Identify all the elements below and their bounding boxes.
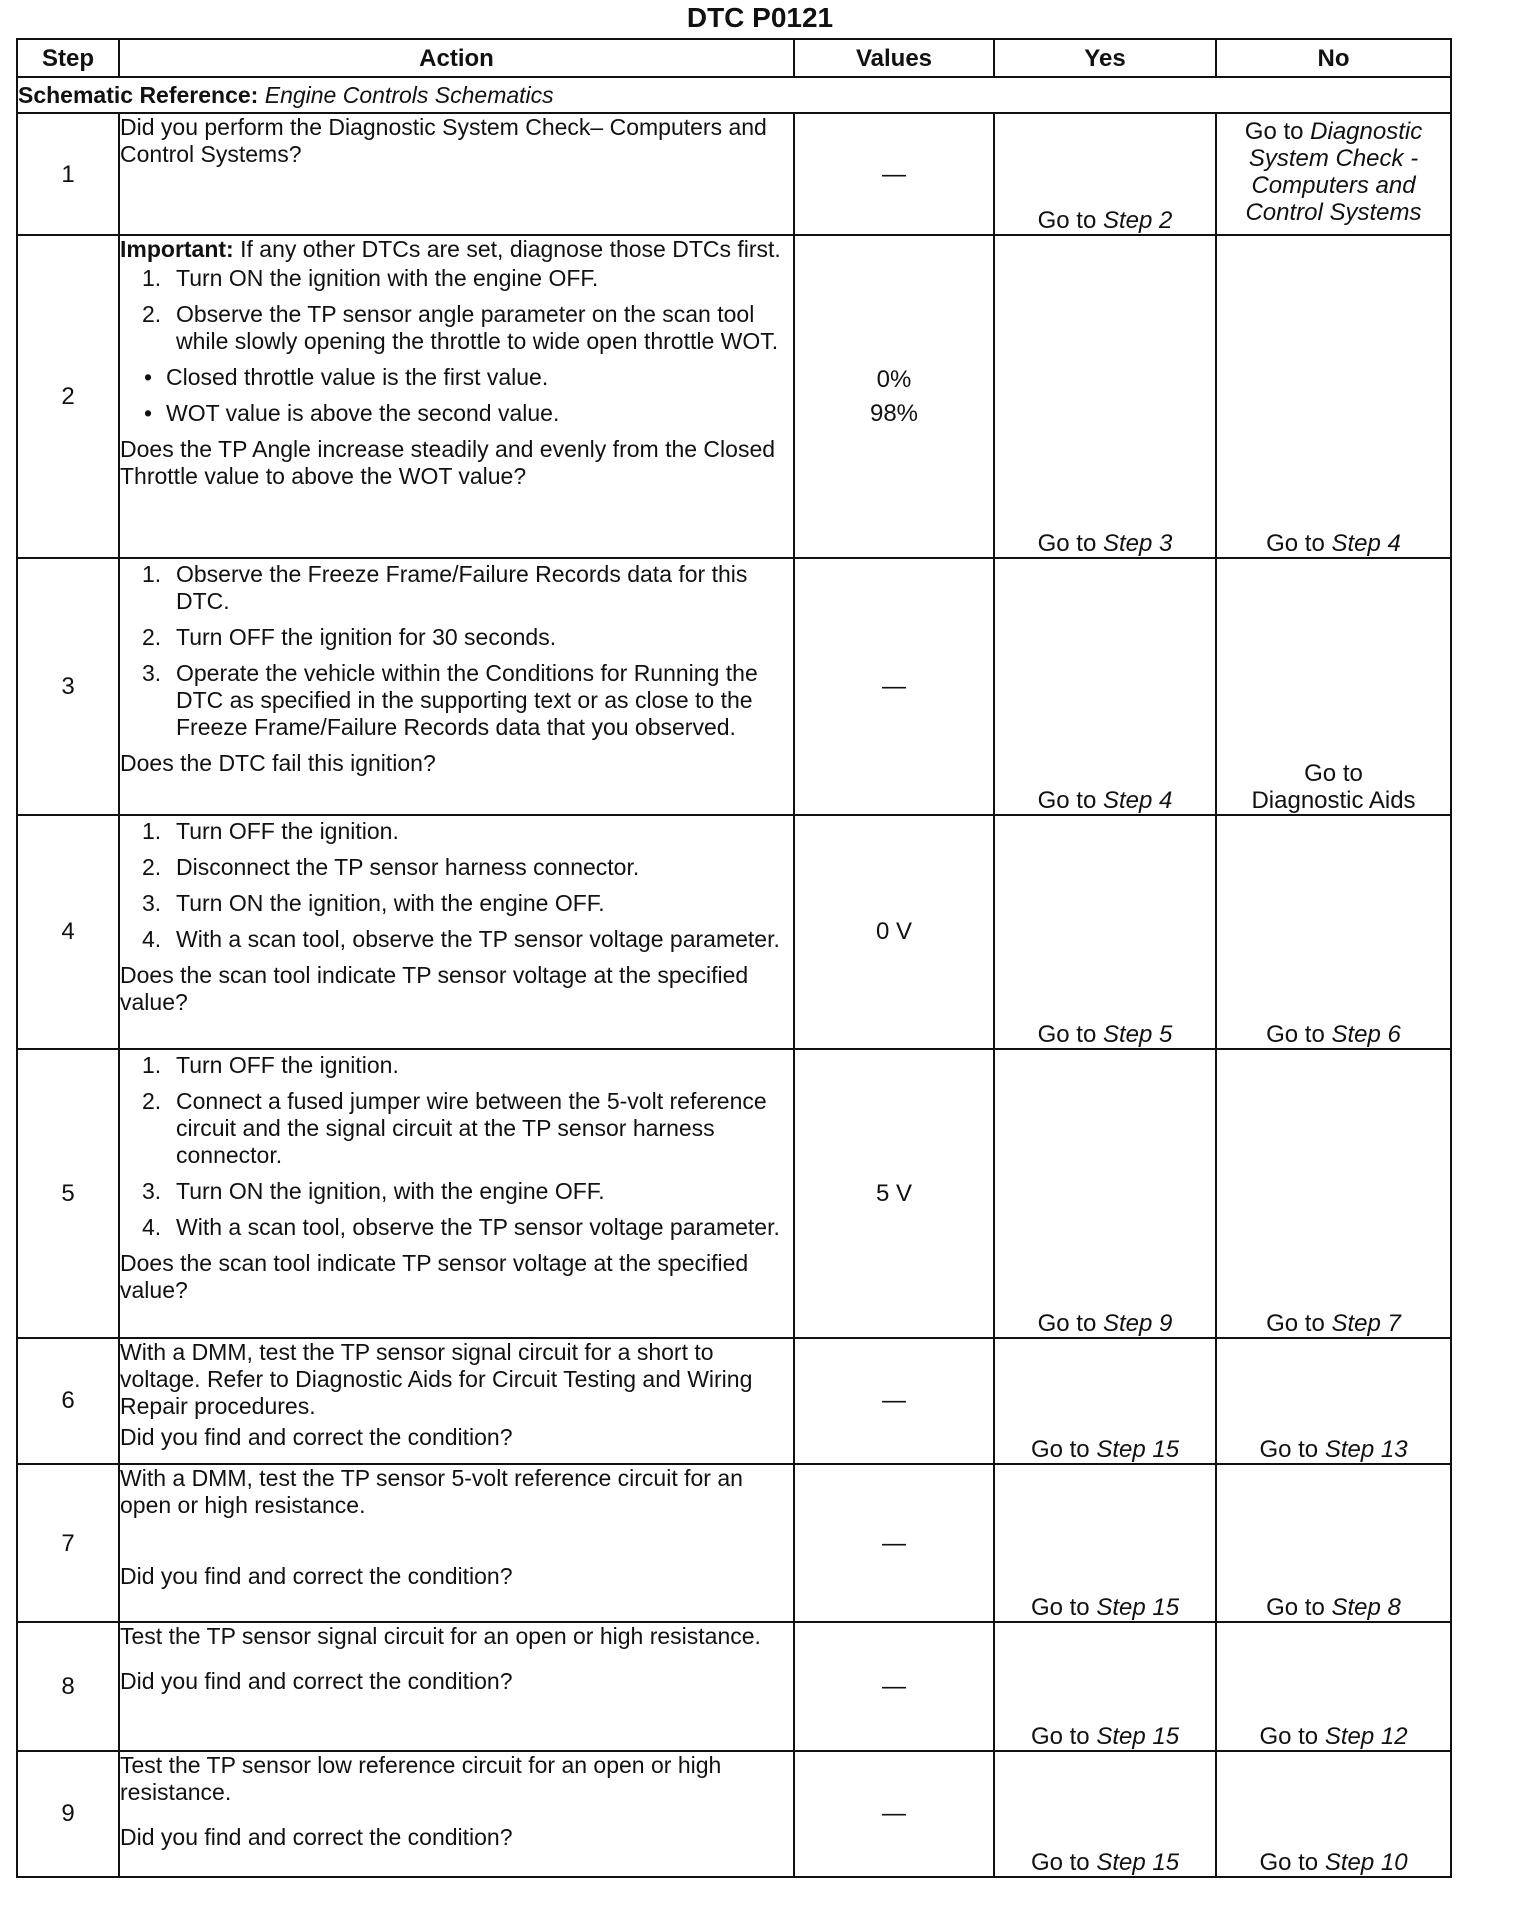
- yes-cell: Go to Step 3: [994, 235, 1216, 558]
- action-text: With a DMM, test the TP sensor signal circuit for a short to voltage. Refer to Diagnostic Aids for Circuit Testing and Wiring Repair procedures.: [120, 1338, 753, 1419]
- page-title: DTC P0121: [686, 2, 834, 33]
- no-cell: Go to Step 4: [1216, 235, 1451, 558]
- no-cell: Go to Step 6: [1216, 815, 1451, 1050]
- schematic-value: Engine Controls Schematics: [264, 81, 554, 108]
- yes-cell: Go to Step 4: [994, 558, 1216, 815]
- action-cell: [119, 1751, 794, 1877]
- yes-cell: Go to Step 2: [994, 113, 1216, 235]
- values-cell: —: [794, 1622, 994, 1750]
- table-row: [17, 558, 1451, 815]
- question-text: Does the scan tool indicate TP sensor voltage at the specified value?: [120, 1250, 749, 1304]
- list-item: 2. Connect a fused jumper wire between the 5-volt reference circuit and the signal circuit at the TP sensor harness connector.: [142, 1088, 767, 1169]
- values-cell: —: [794, 113, 994, 235]
- table-row: [17, 1338, 1451, 1464]
- table-row: [17, 235, 1451, 558]
- action-text: Did you perform the Diagnostic System Check– Computers and Control Systems?: [120, 114, 767, 168]
- no-cell: Go to Step 7: [1216, 1049, 1451, 1338]
- schematic-reference: [17, 77, 1451, 113]
- values-cell: —: [794, 1338, 994, 1464]
- schematic-label: Schematic Reference:: [18, 81, 259, 108]
- action-cell: [119, 815, 794, 1050]
- question-text: Does the scan tool indicate TP sensor voltage at the specified value?: [120, 961, 749, 1015]
- table-row: [17, 1622, 1451, 1750]
- list-item: 1. Observe the Freeze Frame/Failure Records data for this DTC.: [142, 561, 748, 615]
- yes-cell: Go to Step 15: [994, 1751, 1216, 1877]
- yes-cell: Go to Step 15: [994, 1338, 1216, 1464]
- step-number: 6: [17, 1338, 119, 1464]
- important-label: Important:: [120, 236, 234, 263]
- important-text: If any other DTCs are set, diagnose those DTCs first.: [240, 236, 781, 263]
- table-row: [17, 113, 1451, 235]
- action-cell: [119, 1338, 794, 1464]
- step-number: 3: [17, 558, 119, 815]
- question-text: Did you find and correct the condition?: [120, 1563, 513, 1590]
- header-step: Step: [17, 39, 119, 77]
- values-cell: 0% 98%: [794, 235, 994, 558]
- list-item: 2. Disconnect the TP sensor harness connector.: [142, 853, 640, 880]
- values-cell: —: [794, 1751, 994, 1877]
- action-cell: [119, 1049, 794, 1338]
- yes-cell: Go to Step 5: [994, 815, 1216, 1050]
- header-values: Values: [794, 39, 994, 77]
- values-cell: —: [794, 1464, 994, 1622]
- action-cell: [119, 1622, 794, 1750]
- step-number: 5: [17, 1049, 119, 1338]
- list-item: 2. Turn OFF the ignition for 30 seconds.: [142, 624, 557, 651]
- step-number: 9: [17, 1751, 119, 1877]
- yes-cell: Go to Step 15: [994, 1464, 1216, 1622]
- step-number: 4: [17, 815, 119, 1050]
- yes-cell: Go to Step 15: [994, 1622, 1216, 1750]
- list-item: 2. Observe the TP sensor angle parameter on the scan tool while slowly opening the throttle to wide open throttle WOT.: [142, 301, 779, 355]
- header-action: Action: [119, 39, 794, 77]
- action-cell: [119, 558, 794, 815]
- list-item: 4. With a scan tool, observe the TP sensor voltage parameter.: [142, 925, 780, 952]
- action-text: With a DMM, test the TP sensor 5-volt reference circuit for an open or high resistance.: [120, 1465, 743, 1519]
- list-item: 1. Turn ON the ignition with the engine OFF.: [142, 265, 599, 292]
- list-item: 3. Operate the vehicle within the Conditions for Running the DTC as specified in the supporting text or as close to the Freeze Frame/Failure Records data that you observed.: [142, 660, 758, 741]
- list-item: • WOT value is above the second value.: [120, 400, 793, 427]
- dtc-table: [16, 38, 1452, 1878]
- action-text: Test the TP sensor low reference circuit for an open or high resistance.: [120, 1751, 722, 1805]
- no-cell: Go to Diagnostic System Check - Computers and Control Systems: [1216, 113, 1451, 235]
- question-text: Does the DTC fail this ignition?: [120, 750, 436, 777]
- step-number: 7: [17, 1464, 119, 1622]
- action-text: Test the TP sensor signal circuit for an open or high resistance.: [120, 1623, 761, 1650]
- values-cell: —: [794, 558, 994, 815]
- table-row: [17, 1049, 1451, 1338]
- question-text: Did you find and correct the condition?: [120, 1668, 513, 1695]
- list-item: 3. Turn ON the ignition, with the engine OFF.: [142, 1178, 605, 1205]
- list-item: • Closed throttle value is the first value.: [120, 364, 793, 391]
- step-number: 8: [17, 1622, 119, 1750]
- action-cell: [119, 1464, 794, 1622]
- step-number: 2: [17, 235, 119, 558]
- values-cell: 5 V: [794, 1049, 994, 1338]
- action-cell: [119, 235, 794, 558]
- values-cell: 0 V: [794, 815, 994, 1050]
- table-row: [17, 1751, 1451, 1877]
- no-cell: Go to Step 12: [1216, 1622, 1451, 1750]
- no-cell: Go to Step 13: [1216, 1338, 1451, 1464]
- header-yes: Yes: [994, 39, 1216, 77]
- question-text: Does the TP Angle increase steadily and evenly from the Closed Throttle value to above the WOT value?: [120, 436, 776, 490]
- table-row: [17, 815, 1451, 1050]
- header-no: No: [1216, 39, 1451, 77]
- question-text: Did you find and correct the condition?: [120, 1823, 513, 1850]
- no-cell: Go to Step 8: [1216, 1464, 1451, 1622]
- schematic-row: [17, 77, 1451, 113]
- header-row: [17, 39, 1451, 77]
- list-item: 1. Turn OFF the ignition.: [142, 1052, 399, 1079]
- list-item: 1. Turn OFF the ignition.: [142, 817, 399, 844]
- list-item: 3. Turn ON the ignition, with the engine OFF.: [142, 889, 605, 916]
- action-cell: [119, 113, 794, 235]
- list-item: 4. With a scan tool, observe the TP sensor voltage parameter.: [142, 1214, 780, 1241]
- no-cell: Go to Diagnostic Aids: [1216, 558, 1451, 815]
- yes-cell: Go to Step 9: [994, 1049, 1216, 1338]
- table-row: [17, 1464, 1451, 1622]
- no-cell: Go to Step 10: [1216, 1751, 1451, 1877]
- step-number: 1: [17, 113, 119, 235]
- question-text: Did you find and correct the condition?: [120, 1423, 513, 1450]
